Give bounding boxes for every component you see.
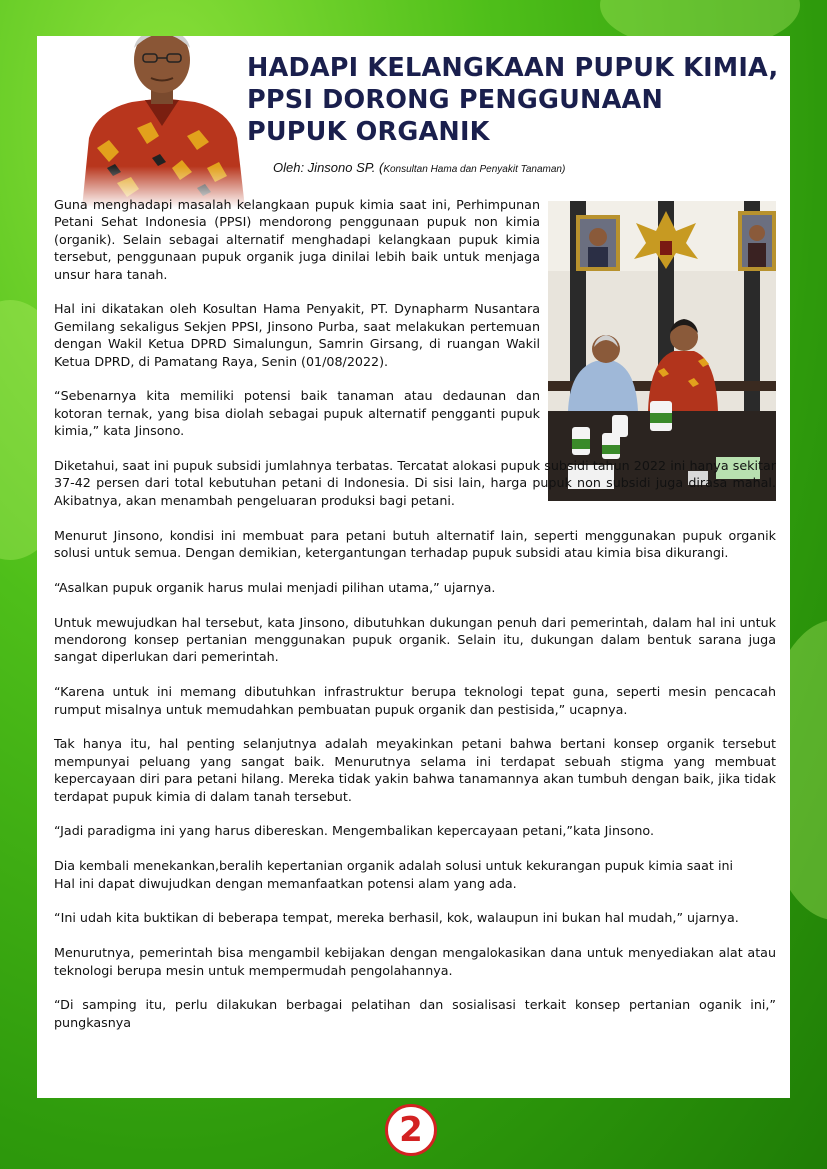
paragraph	[54, 857, 776, 892]
headline-line-1: HADAPI KELANGKAAN PUPUK KIMIA,	[247, 53, 779, 83]
headline-line-3: PUPUK ORGANIK	[247, 117, 490, 147]
paragraph: “Ini udah kita buktikan di beberapa tempat, mereka berhasil, kok, walaupun ini bukan hal mudah,” ujarnya.	[54, 910, 739, 926]
byline-author: Oleh: Jinsono SP. (	[273, 160, 384, 175]
page-number-badge: 2	[385, 1104, 437, 1156]
headline	[247, 52, 787, 148]
byline	[273, 160, 565, 175]
paragraph: “Asalkan pupuk organik harus mulai menjadi pilihan utama,” ujarnya.	[54, 579, 496, 595]
paragraph: Menurut Jinsono, kondisi ini membuat para petani butuh alternatif lain, seperti menggunakan pupuk organik solusi untuk semua. Dengan demikian, ketergantungan terhadap pupuk subsidi atau kimia bisa dikurangi.	[54, 527, 776, 561]
paragraph: Untuk mewujudkan hal tersebut, kata Jinsono, dibutuhkan dukungan penuh dari pemerintah, dalam hal ini untuk mendorong konsep pertanian menggunakan pupuk organik. Selain itu, dukungan dalam bentuk sarana juga sangat diperlukan dari pemerintah.	[54, 614, 776, 665]
paragraph: “Jadi paradigma ini yang harus dibereskan. Mengembalikan kepercayaan petani,”kata Jinsono.	[54, 823, 654, 839]
paragraph-text: Diketahui, saat ini pupuk subsidi jumlahnya terbatas. Tercatat alokasi pupuk subsidi tahun 2022 ini hanya sekitar 37-42 persen dari total kebutuhan petani di Indonesia. Di sisi lain, harga pupuk non subsidi juga dirasa mahal. Akibatnya, akan menambah pengeluaran produksi bagi petani.	[54, 458, 776, 508]
paragraph	[54, 457, 776, 509]
paragraph: Guna menghadapi masalah kelangkaan pupuk kimia saat ini, Perhimpunan Petani Sehat Indonesia (PPSI) mendorong penggunaan pupuk non kimia (organik). Selain sebagai alternatif menghadapi kelangkaan pupuk kimia tersebut, penggunaan pupuk organik juga dinilai lebih baik untuk menjaga unsur hara tanah.	[54, 197, 540, 282]
article-body	[54, 196, 776, 1049]
paragraph: Tak hanya itu, hal penting selanjutnya adalah meyakinkan petani bahwa bertani konsep organik tersebut mempunyai peluang yang sangat baik. Menurutnya selama ini terdapat sebuah stigma yang membuat kepercayaan diri para petani hilang. Mereka tidak yakin bahwa tanamannya akan tumbuh dengan baik, jika tidak terdapat pupuk kimia di dalam tanah tersebut.	[54, 736, 776, 804]
paragraph: Hal ini dikatakan oleh Kosultan Hama Penyakit, PT. Dynapharm Nusantara Gemilang sekaligus Sekjen PPSI, Jinsono Purba, saat melakukan pertemuan dengan Wakil Ketua DPRD Simalungun, Samrin Girsang, di ruangan Wakil Ketua DPRD, di Pamatang Raya, Senin (01/08/2022).	[54, 301, 540, 369]
paragraph: “Di samping itu, perlu dilakukan berbagai pelatihan dan sosialisasi terkait konsep pertanian oganik ini,” pungkasnya	[54, 997, 776, 1030]
paragraph: “Karena untuk ini memang dibutuhkan infrastruktur berupa teknologi tepat guna, seperti mesin pencacah rumput misalnya untuk memudahkan pembuatan pupuk organik dan pestisida,” ucapnya.	[54, 684, 776, 717]
article-page	[37, 36, 790, 1098]
author-portrait	[77, 36, 247, 208]
paragraph: Menurutnya, pemerintah bisa mengambil kebijakan dengan mengalokasikan dana untuk menyediakan alat atau teknologi berupa mesin untuk mempermudah pengolahannya.	[54, 945, 776, 978]
paragraph-line: Hal ini dapat diwujudkan dengan memanfaatkan potensi alam yang ada.	[54, 875, 517, 891]
paragraph-line: Dia kembali menekankan,beralih kepertanian organik adalah solusi untuk kekurangan pupuk kimia saat ini	[54, 858, 734, 874]
paragraph: “Sebenarnya kita memiliki potensi baik tanaman atau dedaunan dan kotoran ternak, yang bisa diolah sebagai pupuk alternatif pengganti pupuk kimia,” kata Jinsono.	[54, 388, 540, 439]
byline-role: Konsultan Hama dan Penyakit Tanaman)	[383, 164, 566, 175]
headline-line-2: PPSI DORONG PENGGUNAAN	[247, 85, 663, 115]
